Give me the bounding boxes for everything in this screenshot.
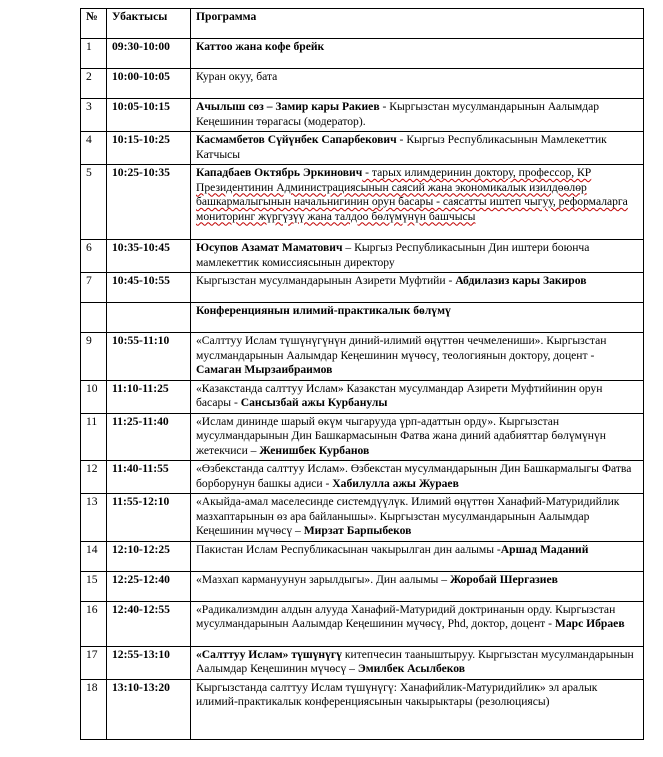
program-speaker-name: Жоробай Шергазиев [449, 572, 558, 586]
row-program [191, 303, 644, 333]
table-row [81, 99, 644, 132]
row-program [191, 679, 644, 739]
program-text: - Кыргызстан мусулмандарынын Аалымдар Кеңешинин төрагасы (модератор). [196, 100, 600, 128]
program-text: «Салттуу Ислам түшүнүгүнүн диний-илимий өңүттөн чечмелениши». Кыргызстан муслмандарынын Аалымдар Кеңешинин мүчөсү, теологиянын доктору, доцент - [196, 334, 607, 362]
row-program [191, 601, 644, 646]
program-speaker-name: Аршад Маданий [500, 542, 589, 556]
row-time: 11:10-11:25 [107, 380, 191, 413]
program-speaker-name: Касмамбетов Сүйүнбек Сапарбекович [196, 133, 397, 146]
row-program [191, 413, 644, 461]
header-program: Программа [191, 9, 644, 39]
row-number: 17 [81, 646, 107, 679]
program-speaker-name: Юсупов Азамат Маматович [196, 241, 343, 254]
program-text: «Акыйда-амал маселесинде системдүүлүк. Илимий өңүттөн Ханафий-Матуридийлик мазхаптарынын өз ара байланышы». Кыргызстан мусулмандарынын Аалымдар Кеңешинин мүчөсү – [196, 495, 620, 537]
row-program [191, 273, 644, 303]
table-row [81, 541, 644, 571]
row-program [191, 461, 644, 494]
row-program [191, 541, 644, 571]
row-program [191, 165, 644, 240]
program-document [80, 8, 644, 740]
program-text: китепчесин тааныштыруу. Кыргызстан мусулмандарынын Аалымдар Кеңешинин мүчөсү – [196, 647, 634, 675]
row-number: 6 [81, 240, 107, 273]
row-number: 9 [81, 333, 107, 381]
row-number: 13 [81, 494, 107, 542]
row-program [191, 380, 644, 413]
row-program [191, 494, 644, 542]
program-speaker-name: Марс Ибраев [554, 617, 625, 630]
row-time: 10:55-11:10 [107, 333, 191, 381]
table-row [81, 601, 644, 646]
row-time: 10:45-10:55 [107, 273, 191, 303]
row-time: 11:40-11:55 [107, 461, 191, 494]
row-time: 13:10-13:20 [107, 679, 191, 739]
header-time: Убактысы [107, 9, 191, 39]
program-speaker-name: Мирзат Барпыбеков [303, 524, 412, 537]
row-number: 2 [81, 69, 107, 99]
row-number: 1 [81, 39, 107, 69]
table-row [81, 240, 644, 273]
row-time: 10:05-10:15 [107, 99, 191, 132]
row-program [191, 571, 644, 601]
program-text: «Казакстанда салттуу Ислам» Казакстан мусулмандар Азирети Муфтийинин орун басары - [196, 381, 603, 409]
program-text: «Ислам дининде шарый өкүм чыгарууда үрп-адаттын орду». Кыргызстан мусулмандарынын Дин Башкармасынын Фатва жана диний адабияттар бөлүмүнүн жетекчиси – [196, 414, 606, 457]
row-number: 12 [81, 461, 107, 494]
row-program [191, 646, 644, 679]
row-number: 4 [81, 132, 107, 165]
program-speaker-name: «Салттуу Ислам» түшүнүгү [196, 647, 342, 661]
row-number: 16 [81, 601, 107, 646]
program-text: - тарых илимдеринин доктору, профессор, КР Президентинин Администрациясынын саясий жана экономикалык изилдөөлөр башкармалыгынын начальнигинин орун басары - саясатты иштеп чыгуу, реформаларга мониторинг жүргүзүү жана талдоо бөлүмүнүн башчысы [196, 166, 628, 223]
row-time: 12:55-13:10 [107, 646, 191, 679]
row-program [191, 39, 644, 69]
row-time: 12:25-12:40 [107, 571, 191, 601]
program-speaker-name: Каттоо жана кофе брейк [196, 40, 325, 53]
program-text: – Кыргыз Республикасынын Дин иштери боюнча мамлекеттик комиссиясынын директору [196, 241, 590, 269]
row-time: 12:10-12:25 [107, 541, 191, 571]
table-row [81, 273, 644, 303]
row-time: 11:55-12:10 [107, 494, 191, 542]
program-speaker-name: Абдилазиз кары Закиров [455, 274, 587, 287]
program-table [80, 8, 644, 740]
row-number: 18 [81, 679, 107, 739]
table-row [81, 461, 644, 494]
program-speaker-name: Кападбаев Октябрь Эркинович [196, 166, 363, 179]
row-program [191, 99, 644, 132]
table-row [81, 571, 644, 601]
row-time: 09:30-10:00 [107, 39, 191, 69]
row-program [191, 333, 644, 381]
program-speaker-name: Конференциянын илимий-практикалык бөлүмү [196, 304, 451, 317]
row-program [191, 69, 644, 99]
row-program [191, 240, 644, 273]
program-speaker-name: Самаган Мырзаибраимов [196, 363, 333, 376]
row-time: 12:40-12:55 [107, 601, 191, 646]
table-row [81, 165, 644, 240]
program-text: «Өзбекстанда салттуу Ислам». Өзбекстан мусулмандарынын Дин Башкармалыгы Фатва борборунун башкы адиси - [196, 462, 632, 490]
program-text: «Мазхап кармануунун зарылдыгы». Дин аалымы – [196, 572, 450, 586]
program-text: - Кыргыз Республикасынын Мамлекеттик Катчысы [196, 133, 607, 161]
row-number: 7 [81, 273, 107, 303]
program-speaker-name: Ачылыш сөз – Замир кары Ракиев [196, 100, 380, 113]
row-number [81, 303, 107, 333]
row-number: 5 [81, 165, 107, 240]
table-row [81, 69, 644, 99]
table-row [81, 333, 644, 381]
program-text: Кыргызстанда салттуу Ислам түшүнүгү: Ханафийлик-Матуридийлик» эл аралык илимий-практикалык конференциясынын чакырыктары (резолюциясы) [196, 680, 598, 708]
table-row [81, 413, 644, 461]
table-header-row [81, 9, 644, 39]
row-number: 11 [81, 413, 107, 461]
table-row [81, 380, 644, 413]
table-row [81, 132, 644, 165]
row-time: 11:25-11:40 [107, 413, 191, 461]
program-speaker-name: Хабилулла ажы Жураев [332, 476, 459, 490]
row-number: 14 [81, 541, 107, 571]
table-row [81, 679, 644, 739]
table-row [81, 39, 644, 69]
row-time: 10:35-10:45 [107, 240, 191, 273]
program-speaker-name: Эмилбек Асылбеков [357, 662, 466, 675]
row-time: 10:25-10:35 [107, 165, 191, 240]
row-number: 10 [81, 380, 107, 413]
row-time: 10:00-10:05 [107, 69, 191, 99]
header-number: № [81, 9, 107, 39]
program-text: «Радикализмдин алдын алууда Ханафий-Матуридий доктринанын орду. Кыргызстан мусулмандарынын Аалымдар Кеңешинин мүчөсү, Phd, доктор, доцент - [196, 602, 616, 630]
program-speaker-name: Сансызбай ажы Курбанулы [240, 396, 388, 409]
table-row [81, 494, 644, 542]
program-speaker-name: Женишбек Курбанов [259, 443, 370, 457]
row-time [107, 303, 191, 333]
row-program [191, 132, 644, 165]
row-number: 15 [81, 571, 107, 601]
row-number: 3 [81, 99, 107, 132]
program-text: Кыргызстан мусулмандарынын Азирети Муфтийи - [196, 274, 456, 287]
table-row [81, 303, 644, 333]
program-text: Пакистан Ислам Республикасынан чакырылган дин аалымы - [196, 542, 501, 556]
row-time: 10:15-10:25 [107, 132, 191, 165]
table-row [81, 646, 644, 679]
program-text: Куран окуу, бата [196, 70, 278, 83]
